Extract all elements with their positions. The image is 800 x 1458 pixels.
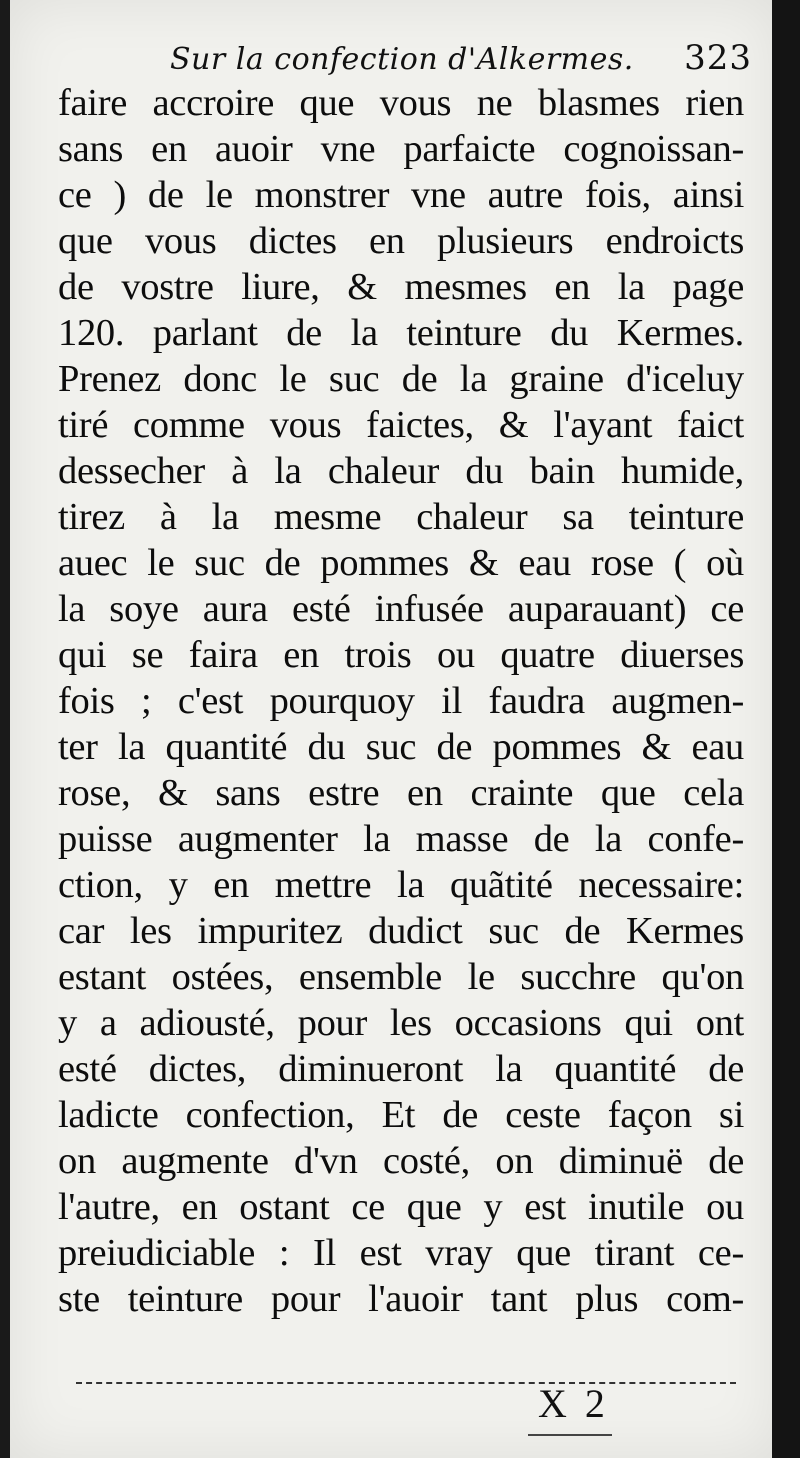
text-line: rose, & sans estre en crainte que cela [58, 772, 744, 814]
signature-rule [528, 1434, 612, 1436]
page-number: 323 [684, 38, 752, 78]
text-line: on augmente d'vn costé, on diminuë de [58, 1140, 744, 1182]
running-title: Sur la confection d'Alkermes. [170, 42, 634, 77]
text-line: tirez à la mesme chaleur sa teinture [58, 496, 744, 538]
text-line: auec le suc de pommes & eau rose ( où [58, 542, 744, 584]
text-line: estant ostées, ensemble le succhre qu'on [58, 956, 744, 998]
text-line: faire accroire que vous ne blasmes rien [58, 82, 744, 124]
text-line: de vostre liure, & mesmes en la page [58, 266, 744, 308]
text-line: l'autre, en ostant ce que y est inutile ou [58, 1186, 744, 1228]
text-line: ter la quantité du suc de pommes & eau [58, 726, 744, 768]
text-line: ce ) de le monstrer vne autre fois, ainsi [58, 174, 744, 216]
text-line: 120. parlant de la teinture du Kermes. [58, 312, 744, 354]
footer-rule [76, 1382, 736, 1384]
text-line: ladicte confection, Et de ceste façon si [58, 1094, 744, 1136]
text-line: preiudiciable : Il est vray que tirant ce- [58, 1232, 744, 1274]
text-line: qui se faira en trois ou quatre diuerses [58, 634, 744, 676]
text-line: sans en auoir vne parfaicte cognoissan- [58, 128, 744, 170]
text-line: ste teinture pour l'auoir tant plus com- [58, 1278, 744, 1320]
text-line: fois ; c'est pourquoy il faudra augmen- [58, 680, 744, 722]
text-line: ction, y en mettre la quãtité necessaire: [58, 864, 744, 906]
text-line: car les impuritez dudict suc de Kermes [58, 910, 744, 952]
signature-mark: X 2 [538, 1381, 609, 1426]
text-line: que vous dictes en plusieurs endroicts [58, 220, 744, 262]
text-line: esté dictes, diminueront la quantité de [58, 1048, 744, 1090]
body-text [58, 80, 744, 1390]
text-line: Prenez donc le suc de la graine d'iceluy [58, 358, 744, 400]
text-line: tiré comme vous faictes, & l'ayant faict [58, 404, 744, 446]
scan-right-edge [772, 0, 800, 1458]
text-line: puisse augmenter la masse de la confe- [58, 818, 744, 860]
text-line: y a adiousté, pour les occasions qui ont [58, 1002, 744, 1044]
text-line: la soye aura esté infusée auparauant) ce [58, 588, 744, 630]
text-line: dessecher à la chaleur du bain humide, [58, 450, 744, 492]
